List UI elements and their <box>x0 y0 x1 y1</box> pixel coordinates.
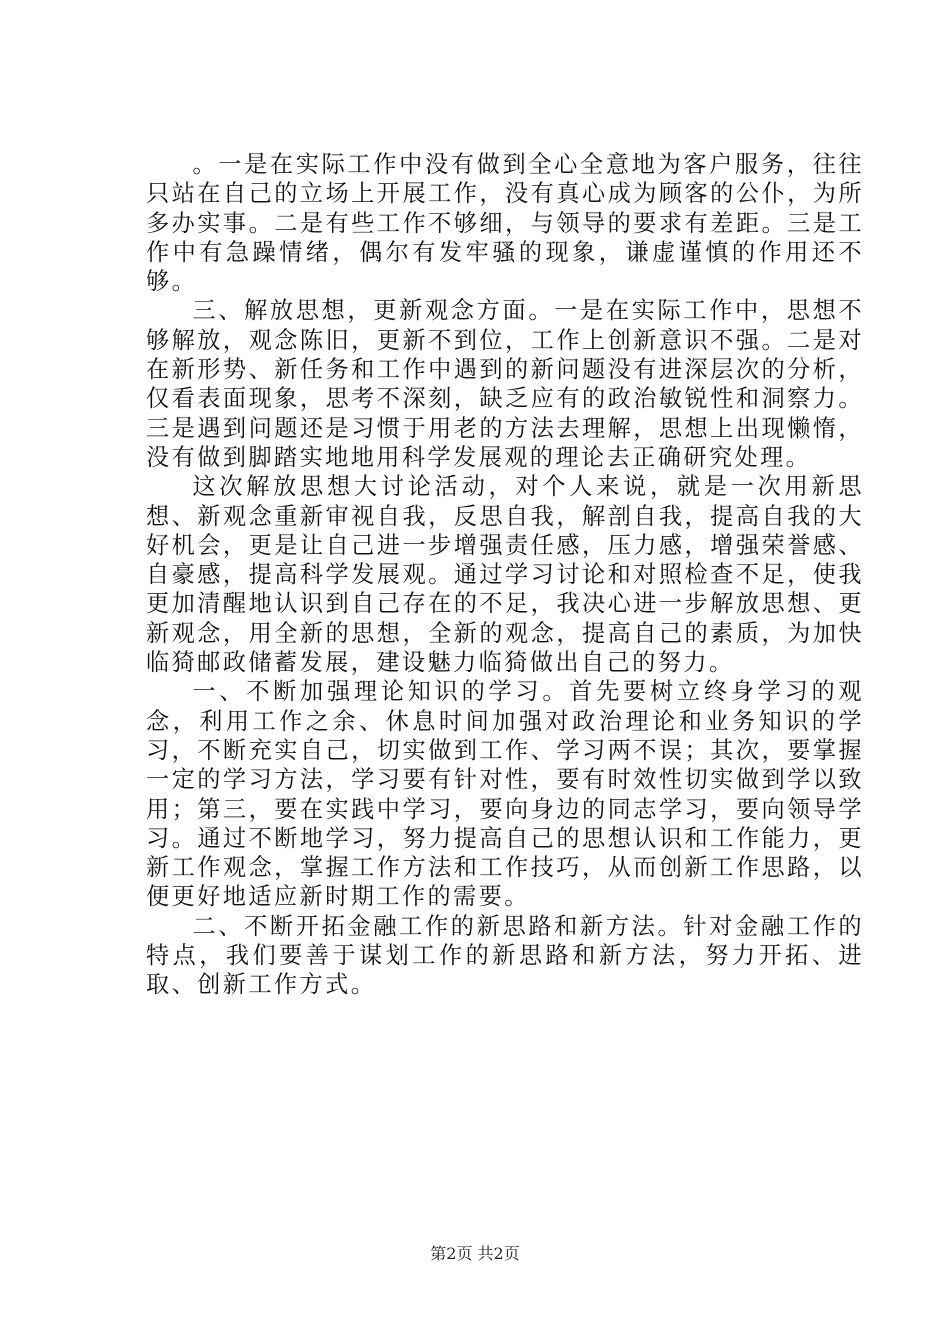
page-number-footer: 第2页 共2页 <box>430 1244 520 1263</box>
document-body <box>146 150 864 1000</box>
paragraph-3: 这次解放思想大讨论活动，对个人来说，就是一次用新思想、新观念重新审视自我，反思自我，解剖自我，提高自我的大好机会，更是让自己进一步增强责任感，压力感，增强荣誉感、自豪感，提高科学发展观。通过学习讨论和对照检查不足，使我更加清醒地认识到自己存在的不足，我决心进一步解放思想、更新观念，用全新的思想，全新的观念，提高自己的素质，为加快临猗邮政储蓄发展，建设魅力临猗做出自己的努力。 <box>146 473 864 677</box>
paragraph-5: 二、不断开拓金融工作的新思路和新方法。针对金融工作的特点，我们要善于谋划工作的新思路和新方法，努力开拓、进取、创新工作方式。 <box>146 912 864 999</box>
paragraph-4: 一、不断加强理论知识的学习。首先要树立终身学习的观念，利用工作之余、休息时间加强对政治理论和业务知识的学习，不断充实自己，切实做到工作、学习两不误；其次，要掌握一定的学习方法，学习要有针对性，要有时效性切实做到学以致用；第三，要在实践中学习，要向身边的同志学习，要向领导学习。通过不断地学习，努力提高自己的思想认识和工作能力，更新工作观念，掌握工作方法和工作技巧，从而创新工作思路，以便更好地适应新时期工作的需要。 <box>146 678 864 911</box>
paragraph-1: 。一是在实际工作中没有做到全心全意地为客户服务，往往只站在自己的立场上开展工作，没有真心成为顾客的公仆，为所多办实事。二是有些工作不够细，与领导的要求有差距。三是工作中有急躁情绪，偶尔有发牢骚的现象，谦虚谨慎的作用还不够。 <box>146 151 864 296</box>
paragraph-2: 三、解放思想，更新观念方面。一是在实际工作中，思想不够解放，观念陈旧，更新不到位，工作上创新意识不强。二是对在新形势、新任务和工作中遇到的新问题没有进深层次的分析，仅看表面现象，思考不深刻，缺乏应有的政治敏锐性和洞察力。三是遇到问题还是习惯于用老的方法去理解，思想上出现懒惰，没有做到脚踏实地地用科学发展观的理论去正确研究处理。 <box>146 297 864 471</box>
